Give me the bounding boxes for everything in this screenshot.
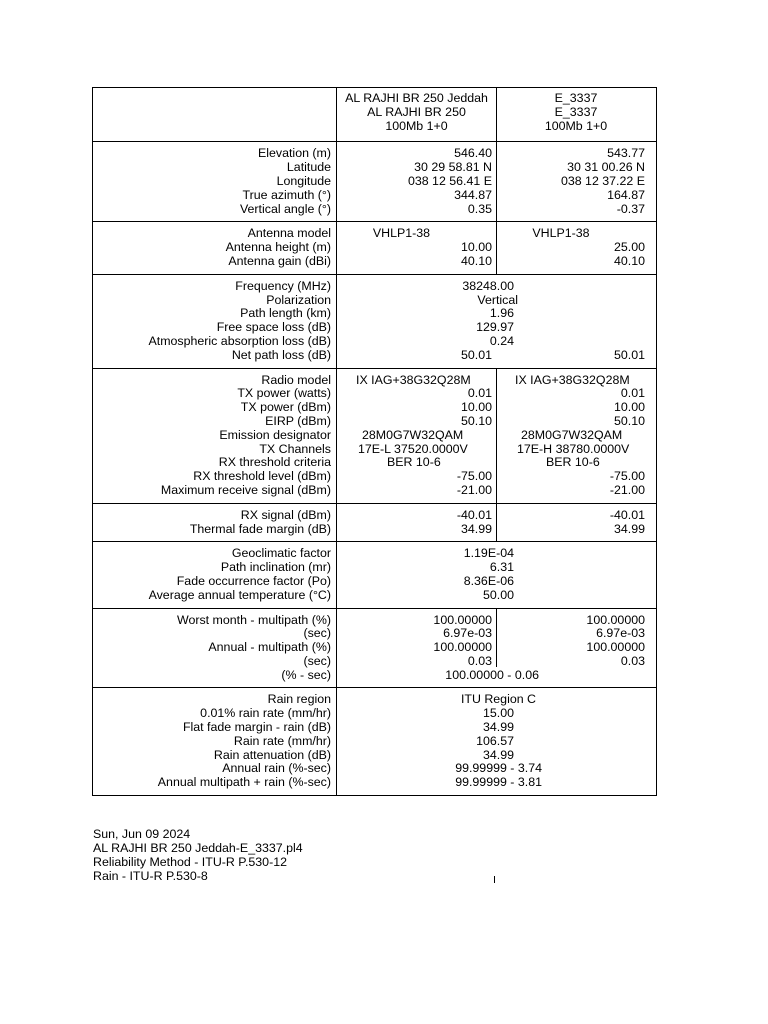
field-label: Atmospheric absorption loss (dB) — [148, 334, 331, 348]
value-row — [337, 735, 656, 749]
field-label: (sec) — [303, 654, 331, 668]
shared-value: 1.19E-04 — [463, 546, 514, 561]
radio-values — [337, 369, 656, 503]
location-section — [93, 141, 656, 221]
radio-labels — [93, 369, 337, 503]
path-labels — [93, 275, 337, 368]
site1-value: 344.87 — [454, 187, 492, 202]
report-footer — [93, 827, 303, 883]
site1-value: -75.00 — [456, 469, 492, 484]
site1-value: 038 12 56.41 E — [407, 173, 492, 188]
rain-labels — [93, 688, 337, 795]
site2-antenna-model: VHLP1-38 — [532, 226, 590, 241]
field-label: Free space loss (dB) — [216, 321, 331, 335]
shared-value: 106.57 — [476, 733, 514, 748]
value-row — [337, 749, 656, 763]
field-label: Rain attenuation (dB) — [213, 748, 331, 762]
shared-value: 129.97 — [476, 320, 514, 335]
field-label: RX threshold level (dBm) — [193, 470, 331, 484]
site1-subname: AL RAJHI BR 250 — [367, 104, 466, 119]
field-label: Path length (km) — [240, 307, 331, 321]
field-label: Fade occurrence factor (Po) — [176, 574, 331, 588]
reliability-method: Reliability Method - ITU-R P.530-12 — [93, 855, 287, 869]
field-label: Polarization — [266, 293, 331, 307]
value-row — [337, 349, 656, 363]
site1-value: 0.01 — [467, 386, 492, 401]
site1-radio-model: IX IAG+38G32Q28M — [356, 372, 471, 387]
shared-value: 34.99 — [482, 720, 514, 735]
site2-value: 100.00000 — [586, 612, 645, 627]
field-label: Net path loss (dB) — [231, 348, 331, 362]
site2-emission: 28M0G7W32QAM — [521, 427, 623, 442]
value-row — [337, 707, 656, 721]
location-labels — [93, 142, 337, 221]
rain-section — [93, 687, 656, 795]
value-row — [337, 280, 656, 294]
antenna-values — [337, 222, 656, 273]
site2-name: E_3337 — [554, 91, 598, 105]
shared-value: Vertical — [477, 292, 518, 307]
field-label: Flat fade margin - rain (dB) — [182, 721, 331, 735]
site1-name: AL RAJHI BR 250 Jeddah — [345, 91, 488, 105]
field-label: Rain region — [267, 693, 331, 707]
geoclimatic-section — [93, 541, 656, 607]
column-divider — [496, 142, 497, 221]
site2-value: 25.00 — [613, 240, 645, 255]
field-label: True azimuth (°) — [242, 188, 331, 202]
shared-value: 8.36E-06 — [463, 573, 514, 588]
field-label: RX threshold criteria — [218, 456, 331, 470]
value-row — [337, 294, 656, 308]
site1-emission: 28M0G7W32QAM — [362, 427, 464, 442]
site1-value: -21.00 — [456, 482, 492, 497]
site1-value: 0.03 — [467, 653, 492, 668]
page-mark — [494, 876, 495, 883]
value-row — [337, 307, 656, 321]
shared-value: 1.96 — [489, 306, 514, 321]
site2-value: 10.00 — [613, 400, 645, 415]
column-divider — [496, 609, 497, 668]
rain-values — [337, 688, 656, 795]
value-row — [337, 762, 656, 776]
multipath-values — [337, 609, 656, 688]
shared-value: 38248.00 — [462, 278, 514, 293]
shared-value: 15.00 — [482, 706, 514, 721]
shared-value: 0.24 — [489, 333, 514, 348]
site2-value: -21.00 — [609, 482, 645, 497]
field-label: Thermal fade margin (dB) — [189, 522, 331, 536]
location-values — [337, 142, 656, 221]
field-label: Emission designator — [219, 428, 331, 442]
site1-net-path-loss: 50.01 — [460, 347, 492, 362]
rx-section — [93, 503, 656, 542]
value-row — [337, 547, 656, 561]
header-section — [93, 88, 656, 141]
site2-tx-channel: 17E-H 38780.0000V — [517, 441, 630, 456]
shared-value: 6.31 — [489, 560, 514, 575]
rx-values — [337, 504, 656, 542]
radio-section — [93, 368, 656, 503]
site2-value: 40.10 — [613, 253, 645, 268]
field-label: Rain rate (mm/hr) — [233, 734, 331, 748]
shared-value: 34.99 — [482, 747, 514, 762]
field-label: RX signal (dBm) — [240, 508, 331, 522]
header-label-cell — [93, 88, 337, 141]
field-label: Radio model — [261, 373, 331, 387]
site2-value: 30 31 00.26 N — [567, 160, 645, 175]
geo-labels — [93, 542, 337, 607]
multipath-labels — [93, 609, 337, 688]
site1-capacity: 100Mb 1+0 — [385, 118, 448, 133]
rain-region-value: ITU Region C — [460, 692, 536, 707]
field-label: Longitude — [276, 174, 331, 188]
site1-value: 40.10 — [460, 253, 492, 268]
field-label: TX power (watts) — [237, 387, 331, 401]
field-label: Antenna model — [247, 227, 331, 241]
column-divider — [496, 369, 497, 503]
combined-multipath: 100.00000 - 0.06 — [445, 667, 539, 682]
field-label: Antenna gain (dBi) — [228, 254, 331, 268]
site1-value: 34.99 — [460, 521, 492, 536]
field-label: (sec) — [303, 627, 331, 641]
site2-value: 34.99 — [613, 521, 645, 536]
field-label: Latitude — [286, 161, 331, 175]
column-divider — [496, 222, 497, 273]
column-divider — [496, 504, 497, 542]
field-label: Annual rain (%-sec) — [222, 762, 331, 776]
column-divider — [496, 88, 497, 141]
site2-subname: E_3337 — [554, 104, 598, 119]
site2-net-path-loss: 50.01 — [613, 347, 645, 362]
report-date: Sun, Jun 09 2024 — [93, 827, 191, 841]
field-label: Geoclimatic factor — [231, 547, 331, 561]
path-values — [337, 275, 656, 368]
field-label: Antenna height (m) — [225, 241, 331, 255]
site2-value: 543.77 — [607, 146, 645, 161]
site1-rx-criteria: BER 10-6 — [387, 455, 441, 470]
site2-value: 164.87 — [607, 187, 645, 202]
site2-capacity: 100Mb 1+0 — [544, 118, 608, 133]
value-row — [337, 321, 656, 335]
site1-value: 546.40 — [454, 146, 492, 161]
multipath-section — [93, 608, 656, 688]
value-row — [337, 335, 656, 349]
shared-value: 50.00 — [482, 587, 514, 602]
site2-value: 100.00000 — [586, 640, 645, 655]
site1-antenna-model: VHLP1-38 — [372, 226, 431, 241]
field-label: (% - sec) — [281, 668, 331, 682]
site2-value: 0.01 — [620, 386, 645, 401]
site1-value: 10.00 — [460, 400, 492, 415]
field-label: Elevation (m) — [258, 147, 331, 161]
field-label: Frequency (MHz) — [235, 279, 331, 293]
site2-value: -0.37 — [616, 201, 645, 216]
field-label: Worst month - multipath (%) — [176, 613, 331, 627]
field-label: EIRP (dBm) — [265, 414, 331, 428]
site2-radio-model: IX IAG+38G32Q28M — [515, 372, 630, 387]
value-row — [337, 589, 656, 603]
value-row — [337, 669, 656, 683]
site2-value: 50.10 — [613, 413, 645, 428]
site1-value: -40.01 — [456, 507, 492, 522]
field-label: Annual - multipath (%) — [208, 641, 331, 655]
site1-value: 30 29 58.81 N — [414, 160, 492, 175]
site1-value: 6.97e-03 — [443, 626, 492, 641]
site1-value: 0.35 — [467, 201, 492, 216]
field-label: Annual multipath + rain (%-sec) — [157, 776, 331, 790]
value-row — [337, 776, 656, 790]
field-label: Maximum receive signal (dBm) — [160, 483, 331, 497]
site2-value: -75.00 — [609, 469, 645, 484]
header-values — [337, 88, 656, 141]
link-budget-report — [92, 87, 657, 796]
site1-value: 100.00000 — [433, 612, 492, 627]
site2-rx-criteria: BER 10-6 — [546, 455, 600, 470]
site2-value: 038 12 37.22 E — [560, 173, 645, 188]
path-section — [93, 274, 656, 368]
rain-method: Rain - ITU-R P.530-8 — [93, 869, 208, 883]
antenna-section — [93, 221, 656, 273]
geo-values — [337, 542, 656, 607]
field-label: Vertical angle (°) — [239, 202, 331, 216]
site1-value: 100.00000 — [433, 640, 492, 655]
site1-value: 10.00 — [460, 240, 492, 255]
field-label: Average annual temperature (°C) — [148, 588, 331, 602]
shared-value: 99.99999 - 3.81 — [455, 775, 542, 790]
site2-value: -40.01 — [609, 507, 645, 522]
field-label: TX power (dBm) — [240, 401, 331, 415]
field-label: 0.01% rain rate (mm/hr) — [200, 707, 331, 721]
site2-value: 0.03 — [620, 653, 645, 668]
report-filename: AL RAJHI BR 250 Jeddah-E_3337.pl4 — [93, 841, 303, 855]
value-row — [337, 575, 656, 589]
field-label: Path inclination (mr) — [220, 561, 331, 575]
value-row — [337, 561, 656, 575]
site1-value: 50.10 — [460, 413, 492, 428]
site2-value: 6.97e-03 — [596, 626, 645, 641]
field-label: TX Channels — [259, 442, 331, 456]
site1-tx-channel: 17E-L 37520.0000V — [358, 441, 468, 456]
rx-labels — [93, 504, 337, 542]
shared-value: 99.99999 - 3.74 — [455, 761, 542, 776]
antenna-labels — [93, 222, 337, 273]
value-row — [337, 693, 656, 707]
value-row — [337, 721, 656, 735]
